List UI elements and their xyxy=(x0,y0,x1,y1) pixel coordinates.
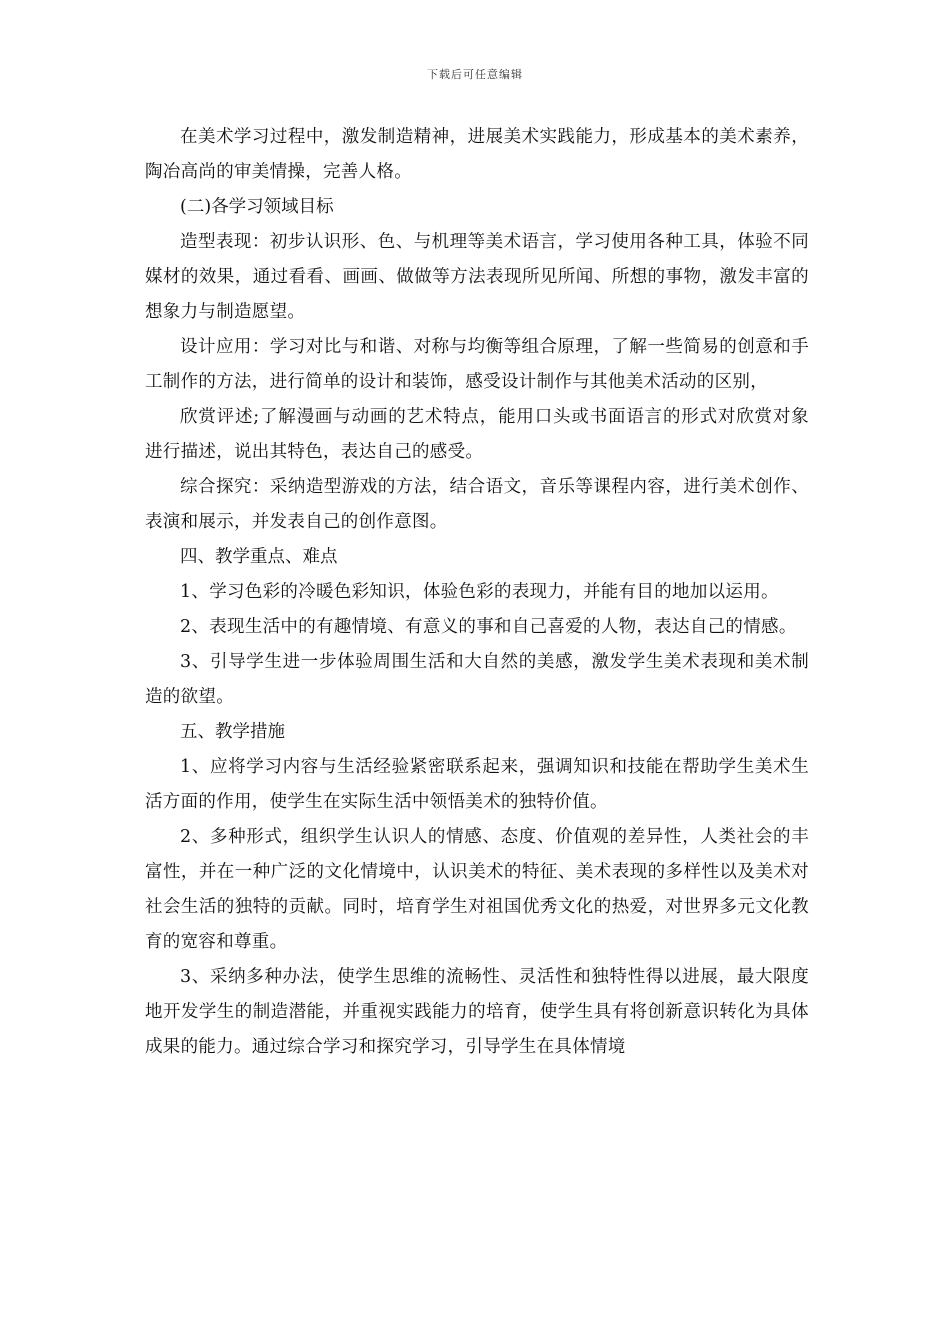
section-heading: 四、教学重点、难点 xyxy=(180,547,338,567)
section-heading: (二)各学习领域目标 xyxy=(180,197,334,217)
paragraph: 2、表现生活中的有趣情境、有意义的事和自己喜爱的人物，表达自己的情感。 xyxy=(180,617,797,637)
page-header: 下载后可任意编辑 xyxy=(427,68,523,81)
section-heading: 五、教学措施 xyxy=(180,722,285,742)
paragraph: 3、引导学生进一步体验周围生活和大自然的美感，激发学生美术表现和美术制造的欲望。 xyxy=(145,652,809,707)
paragraph: 3、采纳多种办法，使学生思维的流畅性、灵活性和独特性得以进展，最大限度地开发学生的制造潜能，并重视实践能力的培育，使学生具有将创新意识转化为具体成果的能力。通过综合学习和探究学习，引导学生在具体情境 xyxy=(145,967,809,1057)
paragraph: 2、多种形式，组织学生认识人的情感、态度、价值观的差异性，人类社会的丰富性，并在一种广泛的文化情境中，认识美术的特征、美术表现的多样性以及美术对社会生活的独特的贡献。同时，培育学生对祖国优秀文化的热爱，对世界多元文化教育的宽容和尊重。 xyxy=(145,827,809,952)
paragraph: 1、应将学习内容与生活经验紧密联系起来，强调知识和技能在帮助学生美术生活方面的作用，使学生在实际生活中领悟美术的独特价值。 xyxy=(145,757,809,812)
paragraph: 欣赏评述;了解漫画与动画的艺术特点，能用口头或书面语言的形式对欣赏对象进行描述，说出其特色，表达自己的感受。 xyxy=(145,407,809,462)
paragraph: 1、学习色彩的冷暖色彩知识，体验色彩的表现力，并能有目的地加以运用。 xyxy=(180,582,779,602)
paragraph: 造型表现：初步认识形、色、与机理等美术语言，学习使用各种工具，体验不同媒材的效果，通过看看、画画、做做等方法表现所见所闻、所想的事物，激发丰富的想象力与制造愿望。 xyxy=(145,232,809,322)
document-body xyxy=(145,120,809,1065)
paragraph: 设计应用：学习对比与和谐、对称与均衡等组合原理，了解一些简易的创意和手工制作的方法，进行简单的设计和装饰，感受设计制作与其他美术活动的区别， xyxy=(145,337,809,392)
paragraph: 综合探究：采纳造型游戏的方法，结合语文，音乐等课程内容，进行美术创作、表演和展示，并发表自己的创作意图。 xyxy=(145,477,809,532)
paragraph: 在美术学习过程中，激发制造精神，进展美术实践能力，形成基本的美术素养，陶冶高尚的审美情操，完善人格。 xyxy=(145,127,809,182)
